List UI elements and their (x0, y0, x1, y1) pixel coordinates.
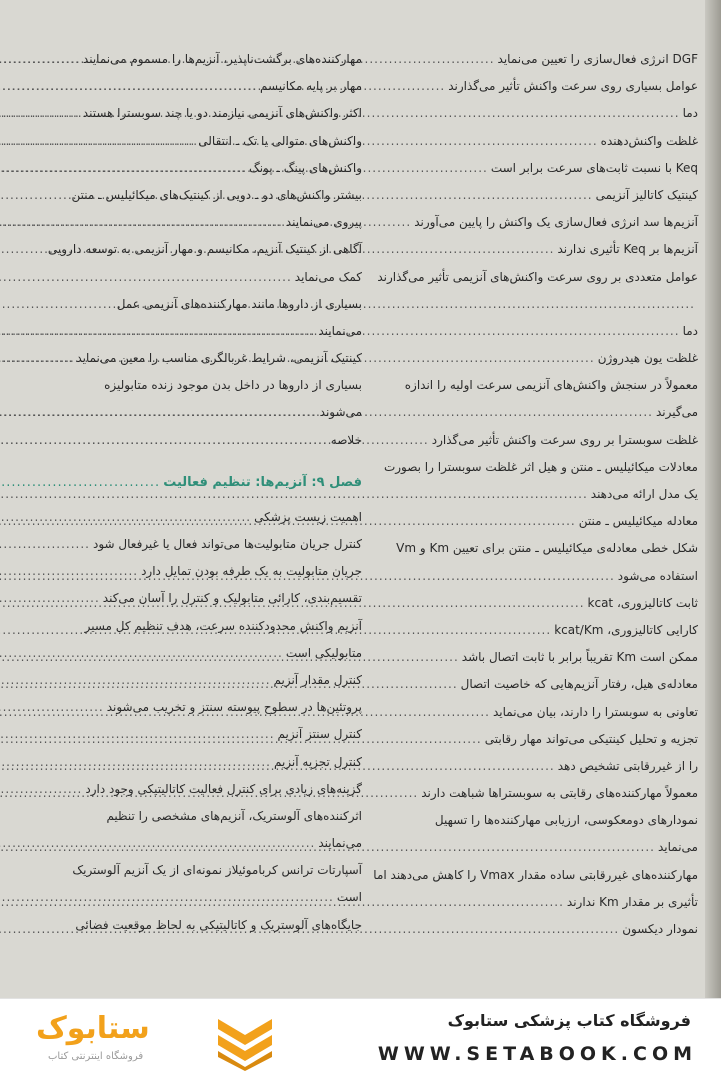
dot-leader (0, 673, 271, 687)
toc-entry (370, 868, 698, 895)
toc-entry (370, 732, 698, 759)
toc-entry (370, 623, 698, 650)
toc-left-column (34, 52, 362, 945)
toc-entry (34, 755, 362, 782)
toc-entry (370, 270, 698, 297)
toc-entry (370, 596, 698, 623)
toc-entry (34, 646, 362, 673)
toc-entry-title: تجزیه و تحلیل کینتیکی می‌تواند مهار رقابتی (484, 731, 698, 746)
toc-entry-title: معادله میکائیلیس ـ منتن (578, 514, 698, 529)
logo-subtitle: فروشگاه اینترنتی کتاب (48, 1051, 144, 1062)
toc-entry (370, 52, 698, 79)
toc-entry (34, 836, 362, 863)
toc-entry-title: عوامل متعددی بر روی سرعت واکنش‌های آنزیمی تأثیر می‌گذارند (377, 269, 698, 284)
toc-entry (34, 727, 362, 754)
page-gutter (705, 0, 721, 998)
dot-leader (0, 106, 80, 120)
toc-entry (370, 569, 698, 596)
dot-leader (0, 52, 80, 66)
dot-leader (0, 79, 257, 93)
dot-leader (0, 475, 160, 490)
toc-entry-title: معادلات میکائیلیس ـ منتن و هیل اثر غلظت سوبسترا را بصورت (383, 459, 698, 474)
toc-entry (34, 918, 362, 945)
toc-entry-title: غلظت یون هیدروژن (597, 351, 698, 366)
toc-entry-title: پروتئین‌ها در سطوح پیوسته سنتز و تخریب می‌شوند (106, 700, 362, 715)
store-url[interactable]: WWW.SETABOOK.COM (377, 1043, 697, 1065)
toc-entry-title: آنزیم‌ها سد انرژی فعال‌سازی یک واکنش را پایین می‌آورند (414, 215, 698, 230)
toc-entry (34, 537, 362, 564)
toc-entry-title: جریان متابولیت به یک طرفه بودن تمایل دارد (141, 564, 362, 579)
toc-right-column (370, 52, 698, 949)
toc-entry-title: یک مدل ارائه می‌دهند (590, 487, 698, 501)
toc-entry (34, 324, 362, 351)
toc-entry-title: جایگاه‌های آلوستریک و کاتالیتیکی به لحاظ موقعیت فضائی (75, 917, 362, 932)
dot-leader (0, 351, 73, 365)
logo-text: ستابوک (36, 1011, 150, 1046)
toc-entry (370, 433, 698, 460)
chevron-logo-icon (214, 1013, 276, 1071)
toc-entry-title: واکنش‌های متوالی یا تک ـ انتقالی (198, 133, 362, 148)
toc-entry-title: می‌شوند (319, 405, 362, 420)
toc-entry (34, 161, 362, 188)
toc-entry (370, 650, 698, 677)
toc-entry (370, 378, 698, 405)
toc-entry-title: است (336, 890, 362, 905)
dot-leader (0, 324, 315, 338)
toc-entry-title: استفاده می‌شود (617, 568, 698, 583)
dot-leader (0, 700, 104, 714)
toc-entry-title: کینتیک آنزیمی، شرایط غربالگری مناسب را معین می‌نماید (76, 351, 362, 366)
toc-entry (34, 52, 362, 79)
toc-entry (34, 405, 362, 432)
toc-entry-title: آگاهی از کینتیک آنزیم، مکانیسم و مهار آنزیمی به توسعه دارویی (47, 242, 362, 257)
toc-entry (370, 677, 698, 704)
toc-entry (34, 673, 362, 700)
toc-entry-title: غلظت واکنش‌دهنده (600, 133, 698, 148)
toc-entry-title: می‌نمایند (318, 836, 362, 851)
toc-entry (34, 619, 362, 646)
toc-entry-title: کنترل تجزیه آنزیم (273, 754, 362, 769)
chapter-heading (34, 474, 362, 510)
toc-entry (34, 378, 362, 405)
toc-entry (34, 134, 362, 161)
toc-entry-title: عوامل بسیاری روی سرعت واکنش تأثیر می‌گذارند (448, 79, 698, 94)
toc-entry-title: متابولیکی است (285, 645, 362, 660)
dot-leader (0, 591, 100, 605)
toc-entry-title: دما (682, 323, 698, 338)
toc-entry-title: تأثیری بر مقدار Km ندارند (566, 894, 698, 909)
toc-entry-title: غلظت سوبسترا بر روی سرعت واکنش تأثیر می‌گذارد (431, 432, 698, 447)
toc-entry-title: گزینه‌های زیادی برای کنترل فعالیت کاتالیتیکی وجود دارد (85, 781, 362, 796)
toc-entry-title: نمودارهای دومعکوسی، ارزیابی مهارکننده‌ها را تسهیل (434, 813, 698, 828)
toc-entry (34, 433, 362, 460)
toc-entry-title: کینتیک کاتالیز آنزیمی (595, 187, 698, 202)
toc-entry-title: کنترل سنتز آنزیم (277, 727, 362, 742)
dot-leader (0, 755, 271, 769)
toc-entry-title: می‌نماید (657, 840, 698, 855)
toc-entry-title: مهارکننده‌های برگشت‌ناپذیر، آنزیم‌ها را مسموم می‌نمایند (82, 52, 362, 66)
toc-entry (34, 591, 362, 618)
toc-entry-title: آنزیم‌ها بر Keq تأثیری ندارند (557, 242, 698, 257)
toc-entry-title: دما (682, 106, 698, 121)
toc-entry-title: شکل خطی معادله‌ی میکائیلیس ـ منتن برای تعیین Km و Vm (396, 541, 698, 556)
toc-entry-title: آسپارتات ترانس کرباموئیلاز نمونه‌ای از یک آنزیم آلوستریک (72, 863, 362, 878)
dot-leader (0, 161, 246, 175)
toc-entry-title: کنترل جریان متابولیت‌ها می‌تواند فعال یا غیرفعال شود (93, 537, 362, 551)
toc-entry (370, 351, 698, 378)
dot-leader (0, 890, 334, 904)
toc-entry (370, 161, 698, 188)
toc-entry (34, 297, 362, 324)
toc-entry-title: ثابت کاتالیزوری، kcat (587, 595, 698, 610)
store-footer (0, 998, 721, 1081)
dot-leader (0, 836, 315, 850)
toc-entry-title: معادله‌ی هیل، رفتار آنزیم‌هایی که خاصیت اتصال (460, 677, 698, 692)
toc-entry-title: بسیاری از داروها مانند مهارکننده‌های آنزیمی عمل (116, 296, 362, 311)
toc-entry (370, 242, 698, 269)
dot-leader (0, 433, 328, 447)
toc-entry-title: Keq با نسبت ثابت‌های سرعت برابر است (490, 160, 698, 175)
toc-entry (34, 809, 362, 836)
toc-entry (370, 134, 698, 161)
toc-entry-title: تقسیم‌بندی، کارائی متابولیک و کنترل را آسان می‌کند (102, 591, 362, 606)
toc-entry-title: می‌نمایند (318, 323, 362, 338)
toc-entry-title: خلاصه (330, 432, 362, 447)
toc-entry-title: می‌گیرند (655, 405, 698, 420)
toc-entry (34, 242, 362, 269)
toc-entry (370, 79, 698, 106)
toc-entry (370, 759, 698, 786)
toc-entry-title: کنترل مقدار آنزیم (273, 672, 362, 687)
toc-entry-title: اکثر واکنش‌های آنزیمی نیازمند دو یا چند سوبسترا هستند (82, 106, 362, 121)
dot-leader (0, 510, 251, 524)
dot-leader (0, 782, 82, 796)
toc-entry (370, 786, 698, 813)
toc-entry (34, 510, 362, 537)
toc-entry-title: کارایی کاتالیزوری، kcat/Km (554, 622, 698, 637)
toc-entry-title: پیروی می‌نمایند (285, 215, 362, 230)
dot-leader (0, 727, 275, 741)
toc-entry (370, 324, 698, 351)
toc-entry (34, 890, 362, 917)
toc-entry (34, 79, 362, 106)
toc-entry-title: معمولاً مهارکننده‌های رقابتی به سوبستراها شباهت دارند (421, 786, 698, 801)
toc-entry-title: اثرکننده‌های آلوستریک، آنزیم‌های مشخصی را تنظیم (106, 808, 362, 823)
dot-leader (0, 270, 292, 284)
toc-entry (34, 351, 362, 378)
dot-leader (0, 537, 90, 551)
dot-leader (0, 646, 283, 660)
toc-entry (34, 863, 362, 890)
toc-entry-title: DGF انرژی فعال‌سازی را تعیین می‌نماید (497, 52, 698, 66)
dot-leader (0, 215, 283, 229)
toc-entry (370, 106, 698, 133)
toc-entry (370, 541, 698, 568)
toc-entry-title: را از غیررقابتی تشخیص دهد (557, 758, 698, 773)
store-title: فروشگاه کتاب پزشکی ستابوک (447, 1011, 691, 1030)
toc-entry-title: مهارکننده‌های غیررقابتی ساده مقدار Vmax را کاهش می‌دهند اما (373, 867, 698, 882)
toc-entry (34, 782, 362, 809)
toc-entry (370, 405, 698, 432)
toc-entry-title: بیشتر واکنش‌های دو ـ دویی از کینتیک‌های میکائیلیس ـ منتن (71, 187, 362, 202)
toc-entry-title: بسیاری از داروها در داخل بدن موجود زنده متابولیزه (104, 378, 362, 393)
toc-entry-title: کمک می‌نماید (294, 269, 362, 284)
chapter-title: فصل ۹: آنزیم‌ها: تنظیم فعالیت (163, 474, 362, 490)
toc-entry (370, 188, 698, 215)
toc-entry (370, 895, 698, 922)
toc-entry (370, 705, 698, 732)
toc-entry (370, 215, 698, 242)
dot-leader (0, 564, 138, 578)
toc-entry (34, 106, 362, 133)
toc-entry (34, 270, 362, 297)
toc-entry (370, 813, 698, 840)
toc-entry (370, 922, 698, 949)
toc-entry-title: آنزیم واکنش محدودکننده سرعت، هدف تنظیم کل مسیر (84, 618, 362, 633)
toc-entry-title: نمودار دیکسون (622, 922, 698, 936)
toc-entry-title: ممکن است Km تقریباً برابر با ثابت اتصال باشد (461, 650, 698, 665)
toc-entry (34, 188, 362, 215)
toc-entry (370, 514, 698, 541)
toc-entry (34, 215, 362, 242)
dot-leader (0, 405, 317, 419)
toc-entry (370, 460, 698, 487)
toc-entry (34, 700, 362, 727)
toc-entry (370, 297, 698, 324)
toc-entry-title: تعاونی به سوبسترا را دارند، بیان می‌نماید (492, 704, 698, 719)
dot-leader (0, 134, 195, 148)
toc-entry-title: مهار بر پایه مکانیسم (260, 79, 362, 94)
toc-entry-title: اهمیت زیست پزشکی (254, 509, 362, 524)
toc-entry (370, 840, 698, 867)
toc-entry-title: واکنش‌های پینگ ـ پونگ (248, 160, 362, 175)
toc-entry (34, 564, 362, 591)
toc-entry (370, 487, 698, 514)
toc-entry-title: معمولاً در سنجش واکنش‌های آنزیمی سرعت اولیه را اندازه (404, 378, 698, 393)
